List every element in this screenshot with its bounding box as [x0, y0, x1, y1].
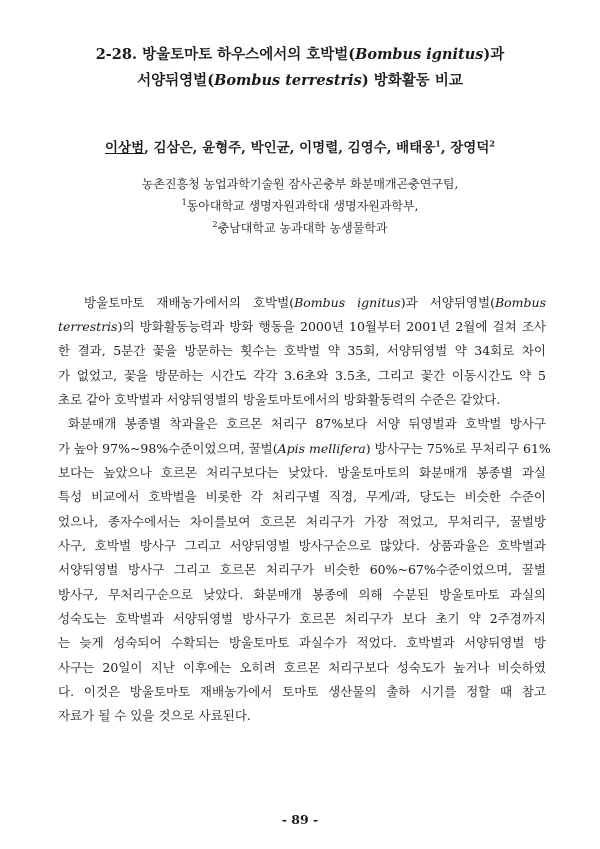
affiliation-1-text: 동아대학교 생명자원과학대 생명자원과학부, [186, 199, 419, 213]
abstract-line: 특성 비교에서 호박벌을 비롯한 각 처리구별 직경, 무게/과, 당도는 비슷한 수준이 [58, 489, 546, 504]
abstract-line: 는 늦게 성숙되어 수확되는 방울토마토 과실수가 적었다. 호박벌과 서양뒤영벌 방 [58, 635, 546, 650]
abstract-line: 화분매개 봉종별 착과율은 호르몬 처리구 87%보다 서양 뒤영벌과 호박벌 방사구 [68, 416, 546, 431]
author-affil-mark-1: 1 [435, 138, 441, 149]
last-author: , 장영덕 [440, 140, 490, 156]
affiliation-0: 농촌진흥청 농업과학기술원 잠사곤충부 화분매개곤충연구팀, [141, 177, 459, 191]
paper-title-line-2 [40, 72, 560, 89]
body-text: 가 높아 97%~98%수준이었으며, 꿀벌( [58, 441, 278, 456]
abstract-line: 었으나, 종자수에서는 차이를보여 호르몬 처리구가 가장 적었고, 무처리구, 꿀벌방 [58, 514, 546, 529]
first-author: 이상범 [105, 140, 145, 156]
author-list [40, 136, 560, 156]
co-authors: , 김삼은, 윤형주, 박인균, 이명렬, 김영수, 배태웅 [144, 140, 436, 156]
abstract-line: 사구, 호박벌 방사구 그리고 서양뒤영벌 방사구순으로 많았다. 상품과율은 호박벌과 [58, 538, 546, 553]
abstract-line: 보다는 높았으나 호르몬 처리구보다는 낮았다. 방울토마토의 화분매개 봉종별 과실 [58, 465, 546, 480]
author-affil-mark-2: 2 [489, 138, 495, 149]
body-text: 방울토마토 재배농가에서의 호박벌( [84, 295, 295, 310]
title-line-2-suffix: ) 방화활동 비교 [361, 72, 463, 89]
body-text: )의 방화활동능력과 방화 행동을 2000년 10월부터 2001년 2월에 걸쳐 조사 [117, 319, 546, 334]
title-line-1-prefix: 2-28. 방울토마토 하우스에서의 호박벌( [95, 46, 356, 63]
abstract-line [84, 295, 546, 310]
species-name: Bombus ignitus [294, 295, 401, 310]
species-name: Apis mellifera [277, 441, 366, 456]
abstract-line: 한 결과, 5분간 꽃을 방문하는 횟수는 호박벌 약 35회, 서양뒤영벌 약 34회로 차이 [58, 343, 546, 358]
species-name: terrestris [58, 319, 118, 334]
affiliation-1 [40, 199, 560, 213]
species-name: Bombus [494, 295, 546, 310]
title-species-2: Bombus terrestris [214, 72, 362, 89]
abstract-line: 자료가 될 수 있을 것으로 사료된다. [58, 708, 251, 723]
abstract-line: 방사구, 무처리구순으로 낮았다. 화분매개 봉종에 의해 수분된 방울토마토 과실의 [58, 587, 546, 602]
body-text: )과 서양뒤영벌( [400, 295, 495, 310]
abstract-line: 서양뒤영벌 방사구 그리고 호르몬 처리구가 비슷한 60%~67%수준이었으며, 꿀벌 [58, 562, 546, 577]
abstract-line: 성숙도는 호박벌과 서양뒤영벌 방사구가 호르몬 처리구가 보다 초기 약 2주경까지 [58, 611, 546, 626]
abstract-line [58, 441, 551, 456]
paper-title-line-1 [40, 46, 560, 63]
affiliation-2-mark: 2 [212, 220, 218, 229]
affiliation-2 [40, 221, 560, 235]
title-line-2-prefix: 서양뒤영벌( [137, 72, 215, 89]
abstract-line: 다. 이것은 방울토마토 재배농가에서 토마토 생산물의 출하 시기를 정할 때 참고 [58, 684, 546, 699]
page-number: - 89 - [281, 812, 319, 827]
affiliation-2-text: 충남대학교 농과대학 농생물학과 [217, 221, 388, 235]
abstract-line: 초로 같아 호박벌과 서양뒤영벌의 방울토마토에서의 방화활동력의 수준은 같았다. [58, 392, 501, 407]
body-text: ) 방사구는 75%로 무처리구 61% [365, 441, 551, 456]
abstract-line [58, 319, 546, 334]
title-species-1: Bombus ignitus [355, 46, 484, 63]
abstract-line: 가 없었고, 꽃을 방문하는 시간도 각각 3.6초와 3.5초, 그리고 꽃간 이동시간도 약 5 [58, 368, 546, 383]
title-line-1-suffix: )과 [483, 46, 505, 63]
abstract-line: 사구는 20일이 지난 이후에는 오히려 호르몬 처리구보다 성숙도가 높거나 비슷하였 [58, 660, 546, 675]
affiliation-1-mark: 1 [181, 198, 187, 207]
